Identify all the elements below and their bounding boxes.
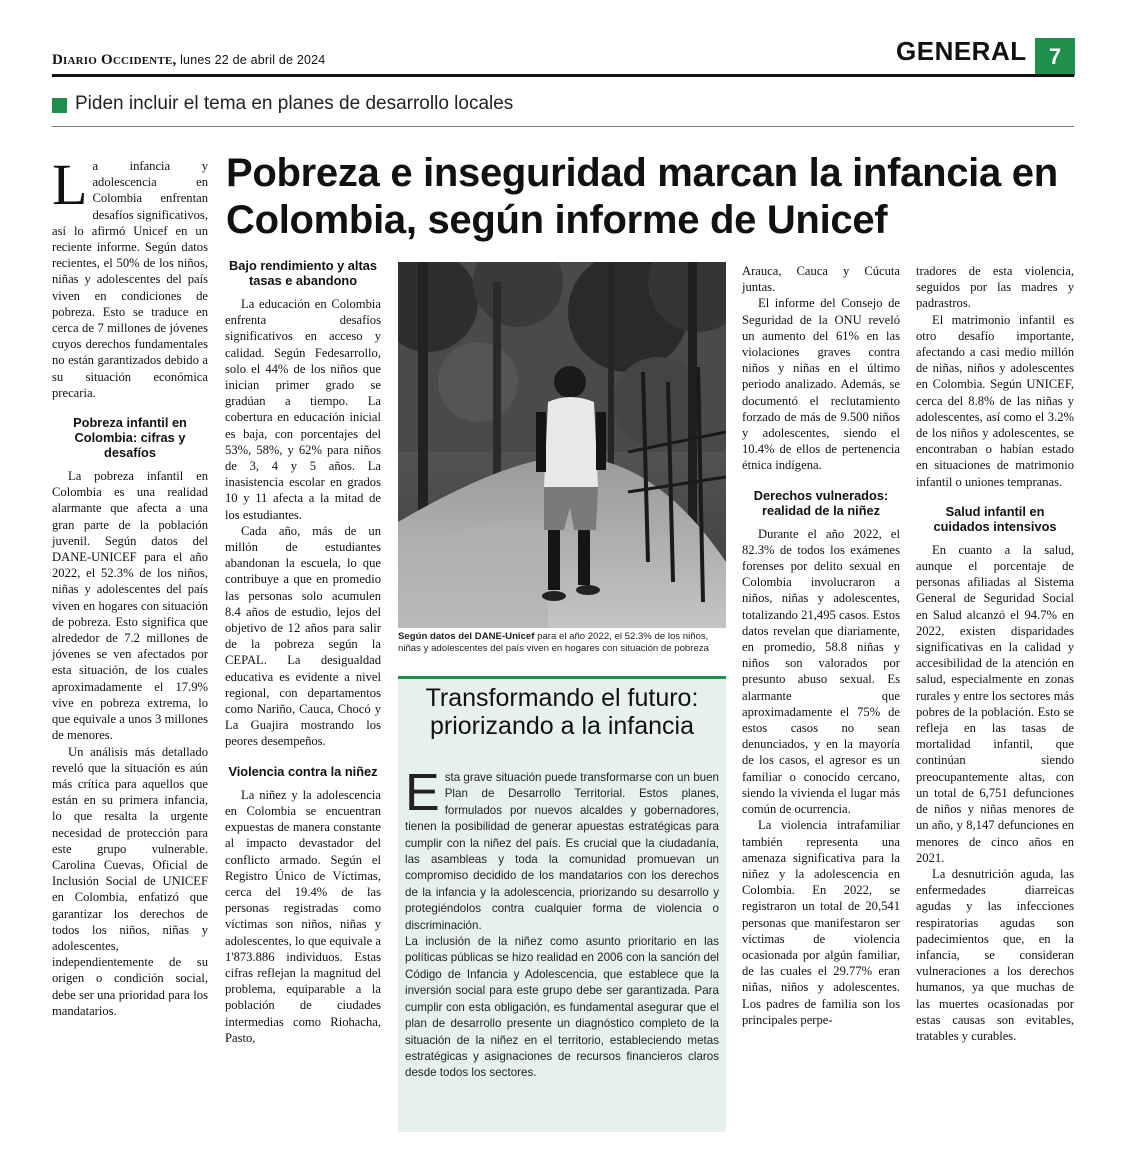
paragraph: La desnutrición aguda, las enfermedades diarreicas agudas y las infecciones respiratorias agudas son padecimientos que, en la infancia, se consideran vulneraciones a los derechos humanos, ya que muchas de las muertes ocasionadas por estas causas son evitables, tratables y curables. bbox=[916, 866, 1074, 1043]
caption-bold: Según datos del DANE-Unicef bbox=[398, 631, 535, 642]
page-number: 7 bbox=[1035, 38, 1075, 76]
subheading-violencia: Violencia contra la niñez bbox=[228, 763, 378, 779]
caption-text: para el año 2022, el 52.3% de los niños, niñas y adolescentes del país viven en hogares con situación de pobreza bbox=[398, 631, 709, 654]
section-label: GENERAL bbox=[896, 36, 1027, 66]
paragraph: La pobreza infantil en Colombia es una realidad alarmante que afecta a una gran parte de la población juvenil. Según datos del DANE-UNICEF para el año 2022, el 52.3% de los niños, niñas y adolescentes del país viven en hogares con situación de pobreza. Esto significa que alrededor de 7.2 millones de jóvenes se ven afectados por esta situación, de los cuales aproximadamente el 17.9% vive en pobreza extrema, lo que equivale a unos 3 millones de menores. bbox=[52, 469, 208, 743]
subheading-pobreza: Pobreza infantil en Colombia: cifras y desafíos bbox=[73, 415, 187, 461]
subheading-derechos: Derechos vulnerados: realidad de la niñez bbox=[753, 487, 889, 518]
headline: Pobreza e inseguridad marcan la infancia en Colombia, según informe de Unicef bbox=[226, 151, 1058, 242]
header-rule bbox=[52, 74, 1074, 77]
paragraph: Arauca, Cauca y Cúcuta juntas. bbox=[742, 264, 900, 295]
column-2 bbox=[225, 258, 381, 1046]
kicker-rule bbox=[52, 126, 1074, 127]
issue-date: lunes 22 de abril de 2024 bbox=[180, 53, 326, 67]
paragraph: En cuanto a la salud, aunque el porcentaje de personas afiliadas al Sistema General de Seguridad Social en Salud alcanzó el 94.7% en 2022, existen disparidades significativas en la calidad y accesibilidad de la atención en salud, especialmente en zonas rurales y entre los sectores más pobres de la población. Esto se refleja en las tasas de mortalidad infantil, que continúan siendo preocupantemente altas, con un total de 6,751 defunciones de niños y niñas menores de un año, y 8,147 defunciones en menores de cinco años en 2021. bbox=[916, 542, 1074, 865]
photo-child-walking bbox=[398, 262, 726, 628]
subheading-rendimiento: Bajo rendimiento y altas tasas e abandono bbox=[229, 258, 377, 288]
box-body bbox=[405, 764, 719, 1082]
kicker-square-icon bbox=[52, 98, 67, 113]
paragraph: La educación en Colombia enfrenta desafíos significativos en acceso y calidad. Según Fedesarrollo, solo el 44% de los niños que inician primer grado se gradúan a tiempo. La cobertura en educación inicial es baja, con porcentajes del 53%, 58%, y 62% para niños de 3, 4 y 5 años. La inasistencia escolar en grados 10 y 11 afecta a la mitad de los estudiantes. bbox=[225, 297, 381, 522]
paragraph: La niñez y la adolescencia en Colombia se encuentran expuestas de manera constante al impacto devastador del conflicto armado. Según el Registro Único de Víctimas, cerca del 19.4% de las personas registradas como víctimas son niños, niñas y adolescentes, lo que equivale a 1'873.886 individuos. Estas cifras reflejan la magnitud del problema, equiparable a la población de ciudades intermedias como Riohacha, Pasto, bbox=[225, 787, 381, 1045]
subheading-salud: Salud infantil en cuidados intensivos bbox=[933, 503, 1057, 534]
newspaper-name: Diario Occidente, bbox=[52, 52, 177, 68]
drop-cap: L bbox=[52, 152, 88, 217]
column-4 bbox=[742, 263, 900, 1028]
masthead bbox=[52, 52, 325, 69]
column-5 bbox=[916, 263, 1074, 1044]
box-drop-cap: E bbox=[405, 764, 440, 822]
column-1 bbox=[52, 152, 208, 1019]
box-paragraph: La inclusión de la niñez como asunto prioritario en las políticas públicas se hizo realidad en 2006 con la sanción del Código de Infancia y Adolescencia, que establece que la inversión social para este grupo debe ser garantizada. Para cumplir con esta obligación, es fundamental asegurar que el plan de desarrollo presente un diagnóstico completo de la situación de la niñez en el territorio, estableciendo metas estratégicas y asignaciones de recursos financieros claros desde todos los sectores. bbox=[405, 935, 719, 1080]
photo-caption bbox=[398, 631, 726, 654]
paragraph: Un análisis más detallado reveló que la situación es aún más crítica para aquellos que están en su primera infancia, lo que resalta la urgente necesidad de protección para este grupo vulnerable. Carolina Cuevas, Oficial de Inclusión Social de UNICEF en Colombia, enfatizó que garantizar los derechos de todos los niños, niñas y adolescentes, independientemente de su origen o condición social, debe ser una prioridad para los mandatarios. bbox=[52, 744, 208, 1018]
lead-paragraph: La infancia y adolescencia en Colombia enfrentan desafíos significativos, así lo afirmó Unicef en un reciente informe. Según datos recientes, el 50% de los niños, niñas y adolescentes del país viven en condiciones de pobreza. Esto se traduce en cerca de 7 millones de jóvenes cuyos derechos fundamentales no están garantizados debido a su situación económica precaria. bbox=[52, 152, 208, 400]
paragraph: El matrimonio infantil es otro desafío importante, afectando a casi medio millón de niñas, niños y adolescentes en Colombia. Según UNICEF, cerca del 8.8% de las niñas y adolescentes, así como el 3.2% de los niños y adolescentes, se encontraban o habían estado en situaciones de matrimonio infantil o uniones tempranas. bbox=[916, 312, 1074, 489]
kicker: Piden incluir el tema en planes de desarrollo locales bbox=[75, 93, 514, 114]
paragraph: El informe del Consejo de Seguridad de la ONU reveló un aumento del 61% en las violaciones graves contra niños y niñas en el último periodo analizado. Además, se documentó el reclutamiento forzado de más de 9.500 niños y adolescentes, siendo el 10.4% de ellos de pertenencia étnica indígena. bbox=[742, 296, 900, 473]
box-title: Transformando el futuro: priorizando a la infancia bbox=[425, 684, 699, 740]
paragraph: tradores de esta violencia, seguidos por las madres y padrastros. bbox=[916, 264, 1074, 311]
paragraph: La violencia intrafamiliar también representa una amenaza significativa para la niñez y la adolescencia en Colombia. En 2022, se registraron un total de 20,541 personas que manifestaron ser víctimas de violencia ocasionada por algún familiar, de las cuales el 29.77% eran niñas, niños y adolescentes. Los padres de familia son los principales perpe- bbox=[742, 818, 900, 1027]
paragraph: Cada año, más de un millón de estudiantes abandonan la escuela, lo que contribuye a que en promedio las personas solo acumulen 8.4 años de estudio, lejos del objetivo de 12 años para salir de la pobreza según la CEPAL. La desigualdad educativa es evidente a nivel regional, con departamentos como Nariño, Cauca, Chocó y La Guajira mostrando los peores desempeños. bbox=[225, 523, 381, 749]
paragraph: Durante el año 2022, el 82.3% de todos los exámenes forenses por delito sexual en Colombia involucraron a niños, niñas y adolescentes, totalizando 21,495 casos. Estos datos revelan que diariamente, en promedio, 58.8 niñas y niños son valorados por presunto abuso sexual. Es alarmante que aproximadamente el 75% de estos casos no sean denunciados, y en la mayoría de los casos, el agresor es un familiar o conocido cercano, siendo la vivienda el lugar más común de ocurrencia. bbox=[742, 526, 900, 817]
box-paragraph: Esta grave situación puede transformarse con un buen Plan de Desarrollo Territorial. Estos planes, formulados por nuevos alcaldes y gobernadores, tienen la posibilidad de generar apuestas estratégicas para cumplir con la niñez del país. Es crucial que la ciudadanía, las asambleas y toda la comunidad promuevan un compromiso decidido de los mandatarios con los derechos de la infancia y la adolescencia, priorizando su desarrollo y protegiéndolos contra cualquier forma de violencia o discriminación. bbox=[405, 764, 719, 932]
